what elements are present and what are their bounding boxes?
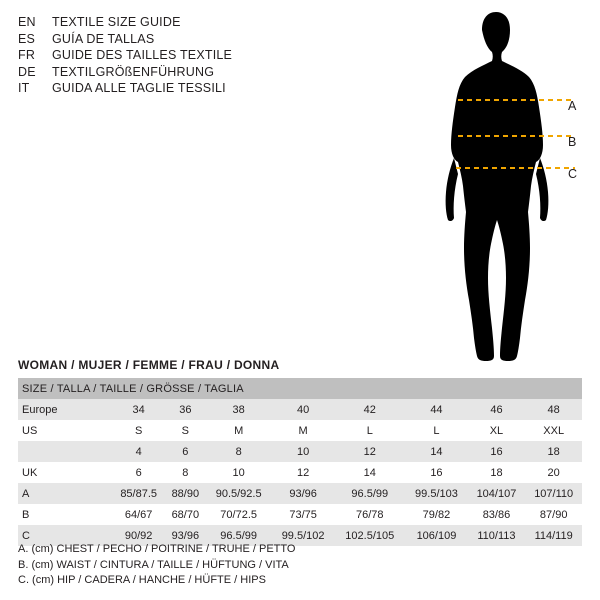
title-block [18,14,318,97]
cell-a-1: 85/87.5 [112,483,165,504]
language-code-de: DE [18,64,36,79]
row-label-us-numeric [18,441,112,462]
title-row-it [18,80,318,97]
cell-uk-2: 8 [165,462,205,483]
cell-uk-4: 12 [272,462,334,483]
row-label-us: US [18,420,112,441]
row-label-b: B [18,504,112,525]
row-label-a: A [18,483,112,504]
table-header-row [18,378,582,399]
cell-c-1: 90/92 [112,525,165,546]
cell-us-8: XXL [525,420,582,441]
cell-us-3: M [205,420,272,441]
title-text-it: GUIDA ALLE TAGLIE TESSILI [52,81,226,95]
measure-label-a: A [568,99,577,113]
cell-b-6: 79/82 [405,504,467,525]
measure-label-c: C [568,167,578,181]
cell-usnum-3: 8 [205,441,272,462]
cell-europe-5: 42 [334,399,405,420]
row-label-uk: UK [18,462,112,483]
cell-c-6: 106/109 [405,525,467,546]
table-row [18,462,582,483]
section-heading-woman: WOMAN / MUJER / FEMME / FRAU / DONNA [18,358,280,372]
title-row-en [18,14,318,31]
title-text-es: GUÍA DE TALLAS [52,31,155,46]
cell-europe-2: 36 [165,399,205,420]
cell-uk-1: 6 [112,462,165,483]
cell-usnum-4: 10 [272,441,334,462]
cell-europe-4: 40 [272,399,334,420]
title-text-en: TEXTILE SIZE GUIDE [52,15,181,29]
cell-europe-3: 38 [205,399,272,420]
cell-uk-3: 10 [205,462,272,483]
cell-us-5: L [334,420,405,441]
table-row [18,441,582,462]
cell-c-5: 102.5/105 [334,525,405,546]
cell-a-7: 104/107 [468,483,526,504]
table-row [18,420,582,441]
table-header-label: SIZE / TALLA / TAILLE / GRÖSSE / TAGLIA [18,378,582,399]
title-text-de: TEXTILGRÖßENFÜHRUNG [52,64,215,79]
language-code-en: EN [18,15,36,29]
language-code-es: ES [18,31,36,46]
cell-usnum-7: 16 [468,441,526,462]
cell-b-5: 76/78 [334,504,405,525]
size-table [18,378,582,546]
footnote-c: C. (cm) HIP / CADERA / HANCHE / HÜFTE / HIPS [18,574,266,586]
cell-us-6: L [405,420,467,441]
silhouette-icon [430,8,590,368]
cell-usnum-5: 12 [334,441,405,462]
table-row [18,483,582,504]
cell-uk-6: 16 [405,462,467,483]
cell-europe-8: 48 [525,399,582,420]
cell-usnum-6: 14 [405,441,467,462]
cell-us-2: S [165,420,205,441]
footnote-b: B. (cm) WAIST / CINTURA / TAILLE / HÜFTUNG / VITA [18,558,289,571]
cell-a-5: 96.5/99 [334,483,405,504]
cell-c-2: 93/96 [165,525,205,546]
cell-b-7: 83/86 [468,504,526,525]
cell-usnum-2: 6 [165,441,205,462]
cell-b-4: 73/75 [272,504,334,525]
cell-b-8: 87/90 [525,504,582,525]
cell-uk-7: 18 [468,462,526,483]
cell-c-7: 110/113 [468,525,526,546]
table-row [18,399,582,420]
cell-b-2: 68/70 [165,504,205,525]
cell-c-8: 114/119 [525,525,582,546]
language-code-fr: FR [18,48,36,62]
footnotes-block [18,542,295,589]
cell-a-2: 88/90 [165,483,205,504]
cell-europe-7: 46 [468,399,526,420]
cell-a-6: 99.5/103 [405,483,467,504]
row-label-europe: Europe [18,399,112,420]
table-row [18,504,582,525]
cell-a-3: 90.5/92.5 [205,483,272,504]
cell-usnum-1: 4 [112,441,165,462]
title-row-es [18,31,318,48]
cell-us-1: S [112,420,165,441]
cell-us-4: M [272,420,334,441]
cell-c-3: 96.5/99 [205,525,272,546]
cell-c-4: 99.5/102 [272,525,334,546]
title-row-de [18,64,318,81]
cell-europe-6: 44 [405,399,467,420]
cell-b-3: 70/72.5 [205,504,272,525]
cell-a-4: 93/96 [272,483,334,504]
cell-europe-1: 34 [112,399,165,420]
cell-usnum-8: 18 [525,441,582,462]
footnote-a: A. (cm) CHEST / PECHO / POITRINE / TRUHE / PETTO [18,543,296,555]
title-text-fr: GUIDE DES TAILLES TEXTILE [52,48,233,62]
measure-label-b: B [568,135,577,149]
title-row-fr [18,47,318,64]
cell-uk-5: 14 [334,462,405,483]
female-silhouette-figure [430,8,590,368]
cell-a-8: 107/110 [525,483,582,504]
language-code-it: IT [18,81,30,95]
row-label-c: C [18,525,112,546]
cell-uk-8: 20 [525,462,582,483]
cell-b-1: 64/67 [112,504,165,525]
cell-us-7: XL [468,420,526,441]
